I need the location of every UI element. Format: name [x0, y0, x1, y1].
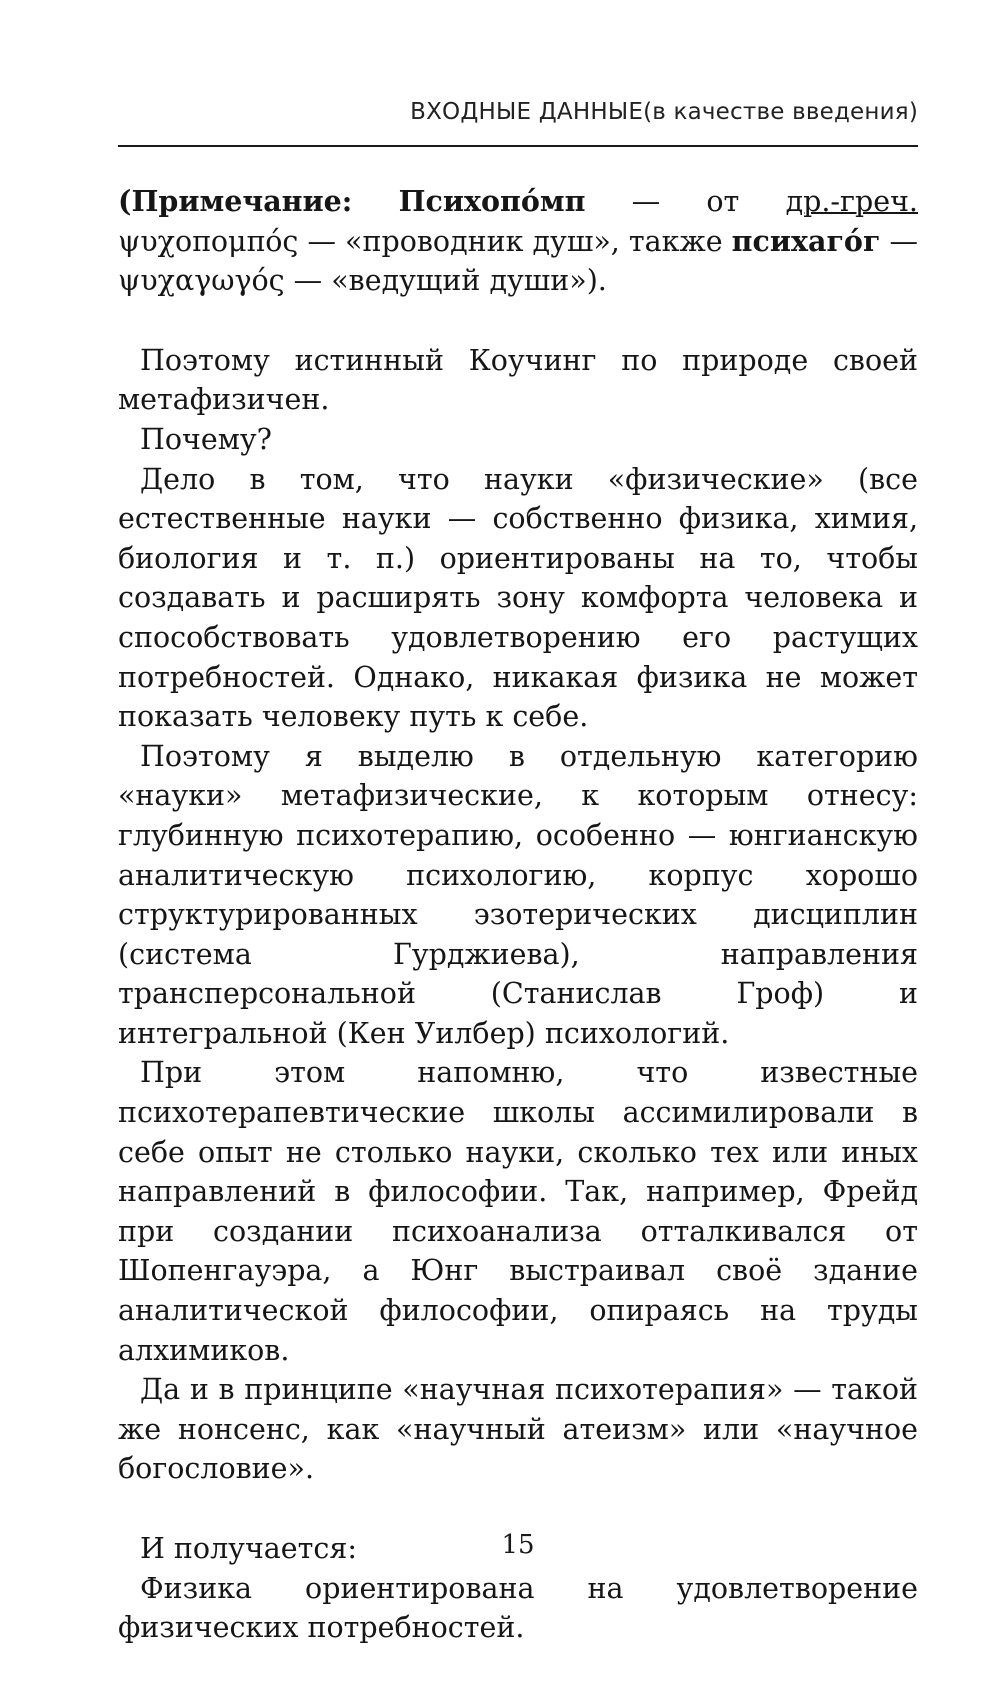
- paragraph: Поэтому истинный Коучинг по природе своей метафизичен.: [118, 343, 918, 417]
- running-header: ВХОДНЫЕ ДАННЫЕ(в качестве введения): [410, 99, 918, 125]
- paragraph: При этом напомню, что известные психотерапевтические школы ассимилировали в себе опыт не столько науки, сколько тех или иных направлений в философии. Так, например, Фрейд при создании психоанализа отталкивался от Шопенгауэра, а Юнг выстраивал своё здание аналитической философии, опираясь на труды алхимиков.: [118, 1056, 918, 1367]
- note-greek-2: — ψυχαγωγός — «ведущий души»).: [118, 224, 918, 298]
- paragraph: Да и в принципе «научная психотерапия» — такой же нонсенс, как «научный атеизм» или «научное богословие».: [118, 1373, 918, 1486]
- paragraph: И получается:: [140, 1532, 357, 1565]
- note-paragraph: [118, 182, 918, 301]
- header-rule: [118, 145, 918, 147]
- note-dash-from: — от: [631, 185, 740, 218]
- page-number: 15: [501, 1530, 535, 1560]
- paragraph: Физика ориентирована на удовлетворение физических потребностей.: [118, 1571, 918, 1645]
- note-term: Психопо́мп: [398, 184, 586, 218]
- note-term-2: психаго́г: [731, 223, 881, 258]
- paragraph: Поэтому я выделю в отдельную категорию «науки» метафизические, к которым отнесу: глубинную психотерапию, особенно — юнгианскую аналитическую психологию, корпус хорошо структурированных эзотерических дисциплин (система Гурджиева), направления трансперсональной (Станислав Гроф) и интегральной (Кен Уилбер) психологий.: [118, 739, 918, 1050]
- note-label: (Примечание:: [118, 184, 353, 218]
- note-greek-1: ψυχοπομπός — «проводник душ», также: [118, 224, 723, 258]
- page-body: [118, 182, 918, 1648]
- paragraph: Почему?: [140, 422, 272, 456]
- paragraph: Дело в том, что науки «физические» (все естественные науки — собственно физика, химия, биология и т. п.) ориентированы на то, чтобы создавать и расширять зону комфорта человека и способствовать удовлетворению его растущих потребностей. Однако, никакая физика не может показать человеку путь к себе.: [118, 462, 918, 734]
- etymology-link[interactable]: др.-греч.: [785, 185, 918, 218]
